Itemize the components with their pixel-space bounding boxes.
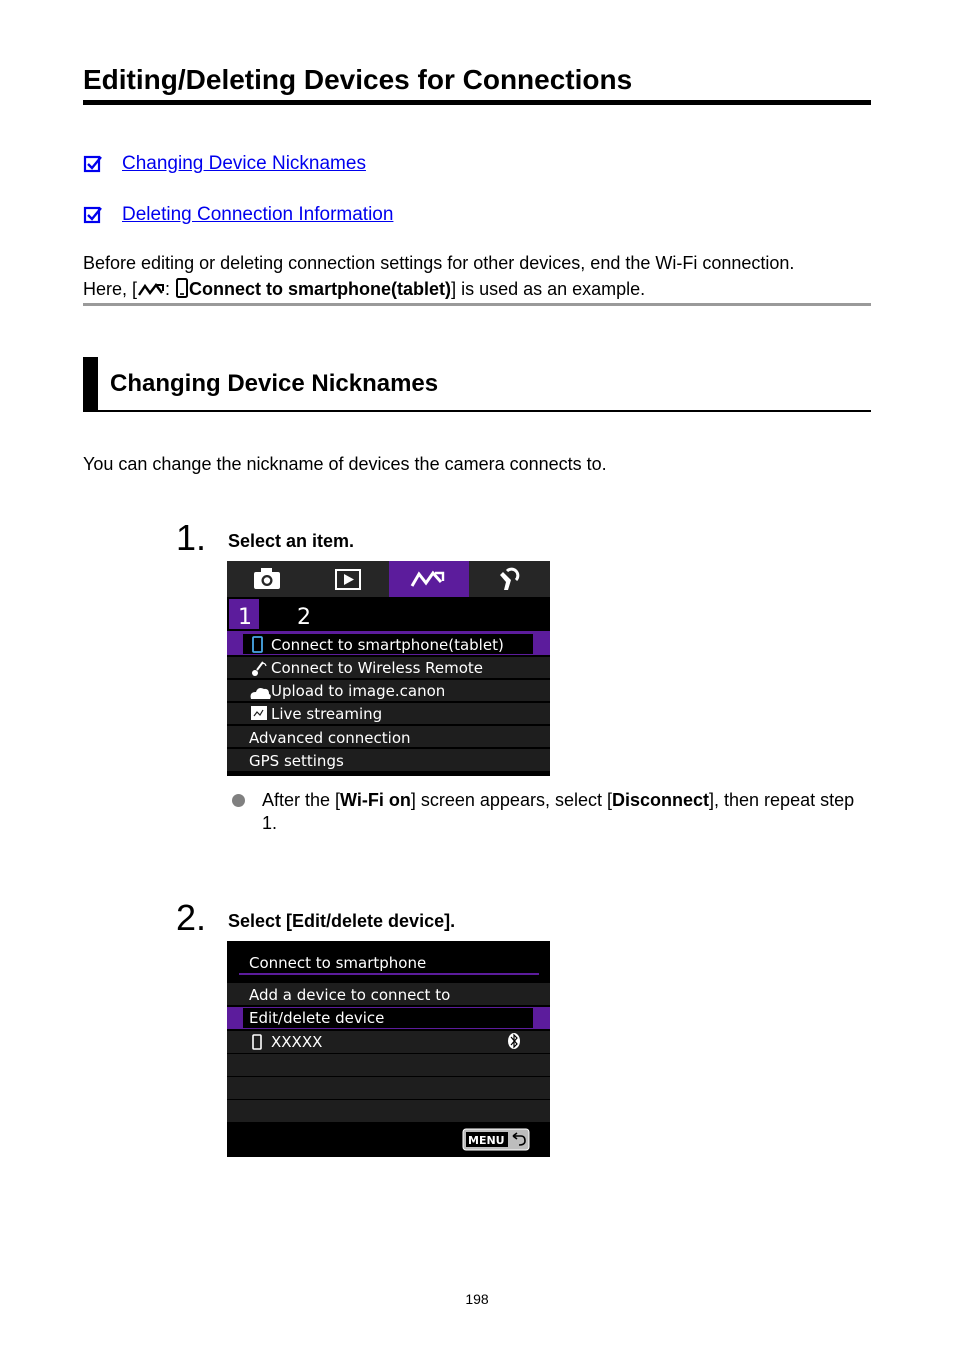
screen-header: Connect to smartphone	[249, 954, 427, 972]
page-tab-2[interactable]: 2	[297, 605, 311, 630]
toc-item-changing-nicknames[interactable]	[83, 151, 366, 177]
note-bold-wifi-on: Wi-Fi on	[340, 790, 411, 810]
note-middle: ] screen appears, select [	[410, 790, 612, 810]
menu-item-upload-image-canon[interactable]: Upload to image.canon	[271, 682, 446, 700]
bluetooth-icon	[508, 1033, 520, 1049]
note-suffix: ], then repeat step 1.	[262, 790, 855, 833]
divider	[83, 303, 871, 306]
intro-text	[83, 250, 871, 302]
checkbox-icon	[83, 154, 103, 174]
note-bold-disconnect: Disconnect	[611, 790, 710, 810]
note-prefix: After the [	[262, 790, 341, 810]
step-note	[232, 789, 872, 835]
menu-item-gps-settings[interactable]: GPS settings	[249, 752, 344, 770]
menu-label: MENU	[468, 1134, 505, 1147]
page-number: 198	[465, 1291, 489, 1307]
menu-item-add-device[interactable]: Add a device to connect to	[249, 986, 451, 1004]
step-number: 1.	[176, 517, 207, 558]
section-bar	[83, 357, 98, 412]
toc-item-deleting-info[interactable]	[83, 202, 393, 228]
menu-back-button[interactable]	[463, 1129, 529, 1150]
live-streaming-icon	[251, 706, 267, 720]
camera-menu-screen	[227, 561, 550, 776]
intro-colon: :	[165, 279, 176, 299]
smartphone-icon	[175, 278, 189, 298]
checkbox-icon	[83, 205, 103, 225]
page-tab-1[interactable]: 1	[238, 605, 252, 630]
intro-line-1: Before editing or deleting connection settings for other devices, end the Wi-Fi connection.	[83, 253, 795, 273]
step-title: Select [Edit/delete device].	[228, 911, 456, 931]
intro-bold: Connect to smartphone(tablet)	[189, 279, 452, 299]
section-title: Changing Device Nicknames	[110, 370, 439, 397]
menu-item-live-streaming[interactable]: Live streaming	[271, 705, 383, 723]
toc-link-changing-nicknames[interactable]: Changing Device Nicknames	[122, 153, 366, 174]
wireless-icon	[137, 282, 165, 298]
menu-item-connect-smartphone[interactable]: Connect to smartphone(tablet)	[271, 636, 504, 654]
toc-link-deleting-info[interactable]: Deleting Connection Information	[122, 204, 394, 225]
step-title: Select an item.	[228, 531, 355, 551]
intro-prefix: Here, [	[83, 279, 138, 299]
device-name[interactable]: XXXXX	[271, 1033, 323, 1051]
page-title: Editing/Deleting Devices for Connections	[83, 62, 871, 105]
menu-item-advanced-connection[interactable]: Advanced connection	[249, 729, 411, 747]
menu-item-edit-delete-device[interactable]: Edit/delete device	[249, 1009, 385, 1027]
section-description: You can change the nickname of devices the camera connects to.	[83, 454, 607, 474]
section-heading	[83, 357, 871, 412]
intro-line-2	[83, 276, 871, 302]
bullet-icon	[232, 794, 245, 807]
step-number: 2.	[176, 897, 207, 938]
menu-item-connect-wireless-remote[interactable]: Connect to Wireless Remote	[271, 659, 484, 677]
note-text	[262, 789, 872, 835]
intro-suffix: ] is used as an example.	[451, 279, 646, 299]
connect-smartphone-screen	[227, 941, 550, 1157]
